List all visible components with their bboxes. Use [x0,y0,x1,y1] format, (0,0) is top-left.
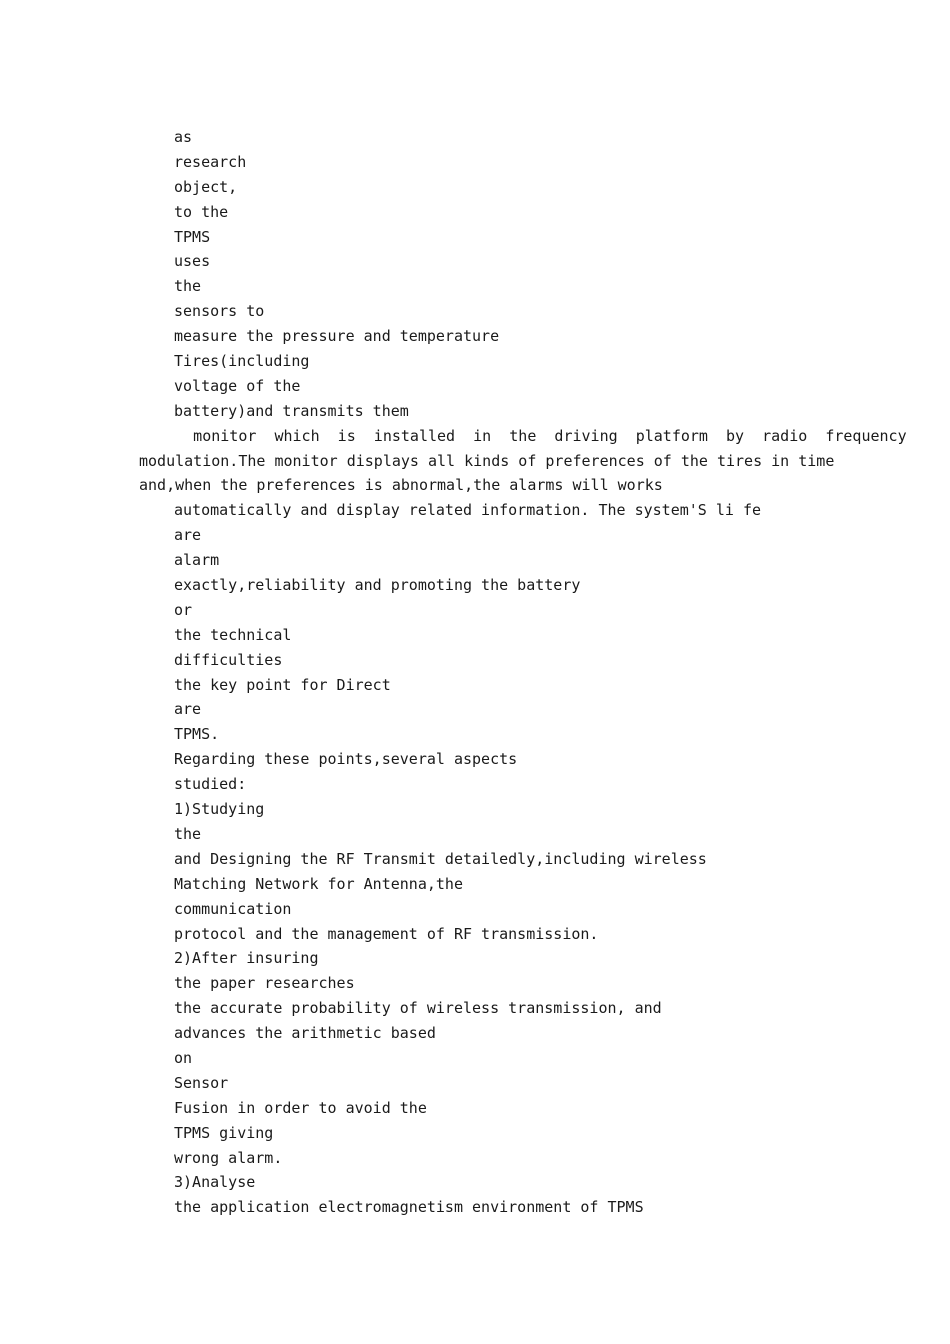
paragraph-line: and,when the preferences is abnormal,the alarms will works [139,476,663,495]
text-line: 3)Analyse [174,1173,256,1192]
text-line: Sensor [174,1073,229,1092]
text-line: as [174,128,193,146]
text-line: the [174,824,202,843]
lines-before-group [174,125,874,424]
paragraph-line: monitor which is installed in the driving platform by radio frequency [139,426,907,445]
text-line: TPMS [174,227,211,246]
text-line: advances the arithmetic based [174,1024,436,1043]
text-line: uses [174,252,211,271]
text-line: are [174,526,202,545]
text-line: wrong alarm. [174,1148,283,1167]
text-line: sensors to [174,302,265,321]
text-line: TPMS. [174,725,220,744]
text-line: 1)Studying [174,800,265,819]
text-line: the [174,277,202,296]
text-line: object, [174,177,238,196]
text-line: research [174,152,247,171]
text-line: Matching Network for Antenna,the [174,874,463,893]
text-line: the application electromagnetism environment of TPMS [174,1198,644,1217]
text-line: difficulties [174,650,283,669]
text-line: protocol and the management of RF transmission. [174,924,599,943]
justified-paragraph [139,424,907,499]
text-line: measure the pressure and temperature [174,327,500,346]
text-line: alarm [174,551,220,570]
text-line: communication [174,899,292,918]
document-text [139,125,907,1220]
text-line: to the [174,202,229,221]
text-line: automatically and display related information. The system'S li fe [174,501,761,520]
text-line: voltage of the [174,376,301,395]
paragraph-line: modulation.The monitor displays all kinds of preferences of the tires in time [139,451,835,470]
text-line: the technical [174,625,292,644]
text-line: the accurate probability of wireless transmission, and [174,999,662,1018]
text-line: TPMS giving [174,1123,274,1142]
text-line: are [174,700,202,719]
text-line: exactly,reliability and promoting the battery [174,576,581,595]
text-line: the key point for Direct [174,675,391,694]
text-line: or [174,600,193,619]
text-line: the paper researches [174,974,355,993]
text-line: Fusion in order to avoid the [174,1098,427,1117]
lines-after-group [174,498,874,1220]
text-line: on [174,1048,193,1067]
text-line: Tires(including [174,352,310,371]
text-line: studied: [174,775,247,794]
text-line: battery)and transmits them [174,401,409,420]
text-line: 2)After insuring [174,949,319,968]
text-line: Regarding these points,several aspects [174,750,518,769]
text-line: and Designing the RF Transmit detailedly,including wireless [174,849,707,868]
